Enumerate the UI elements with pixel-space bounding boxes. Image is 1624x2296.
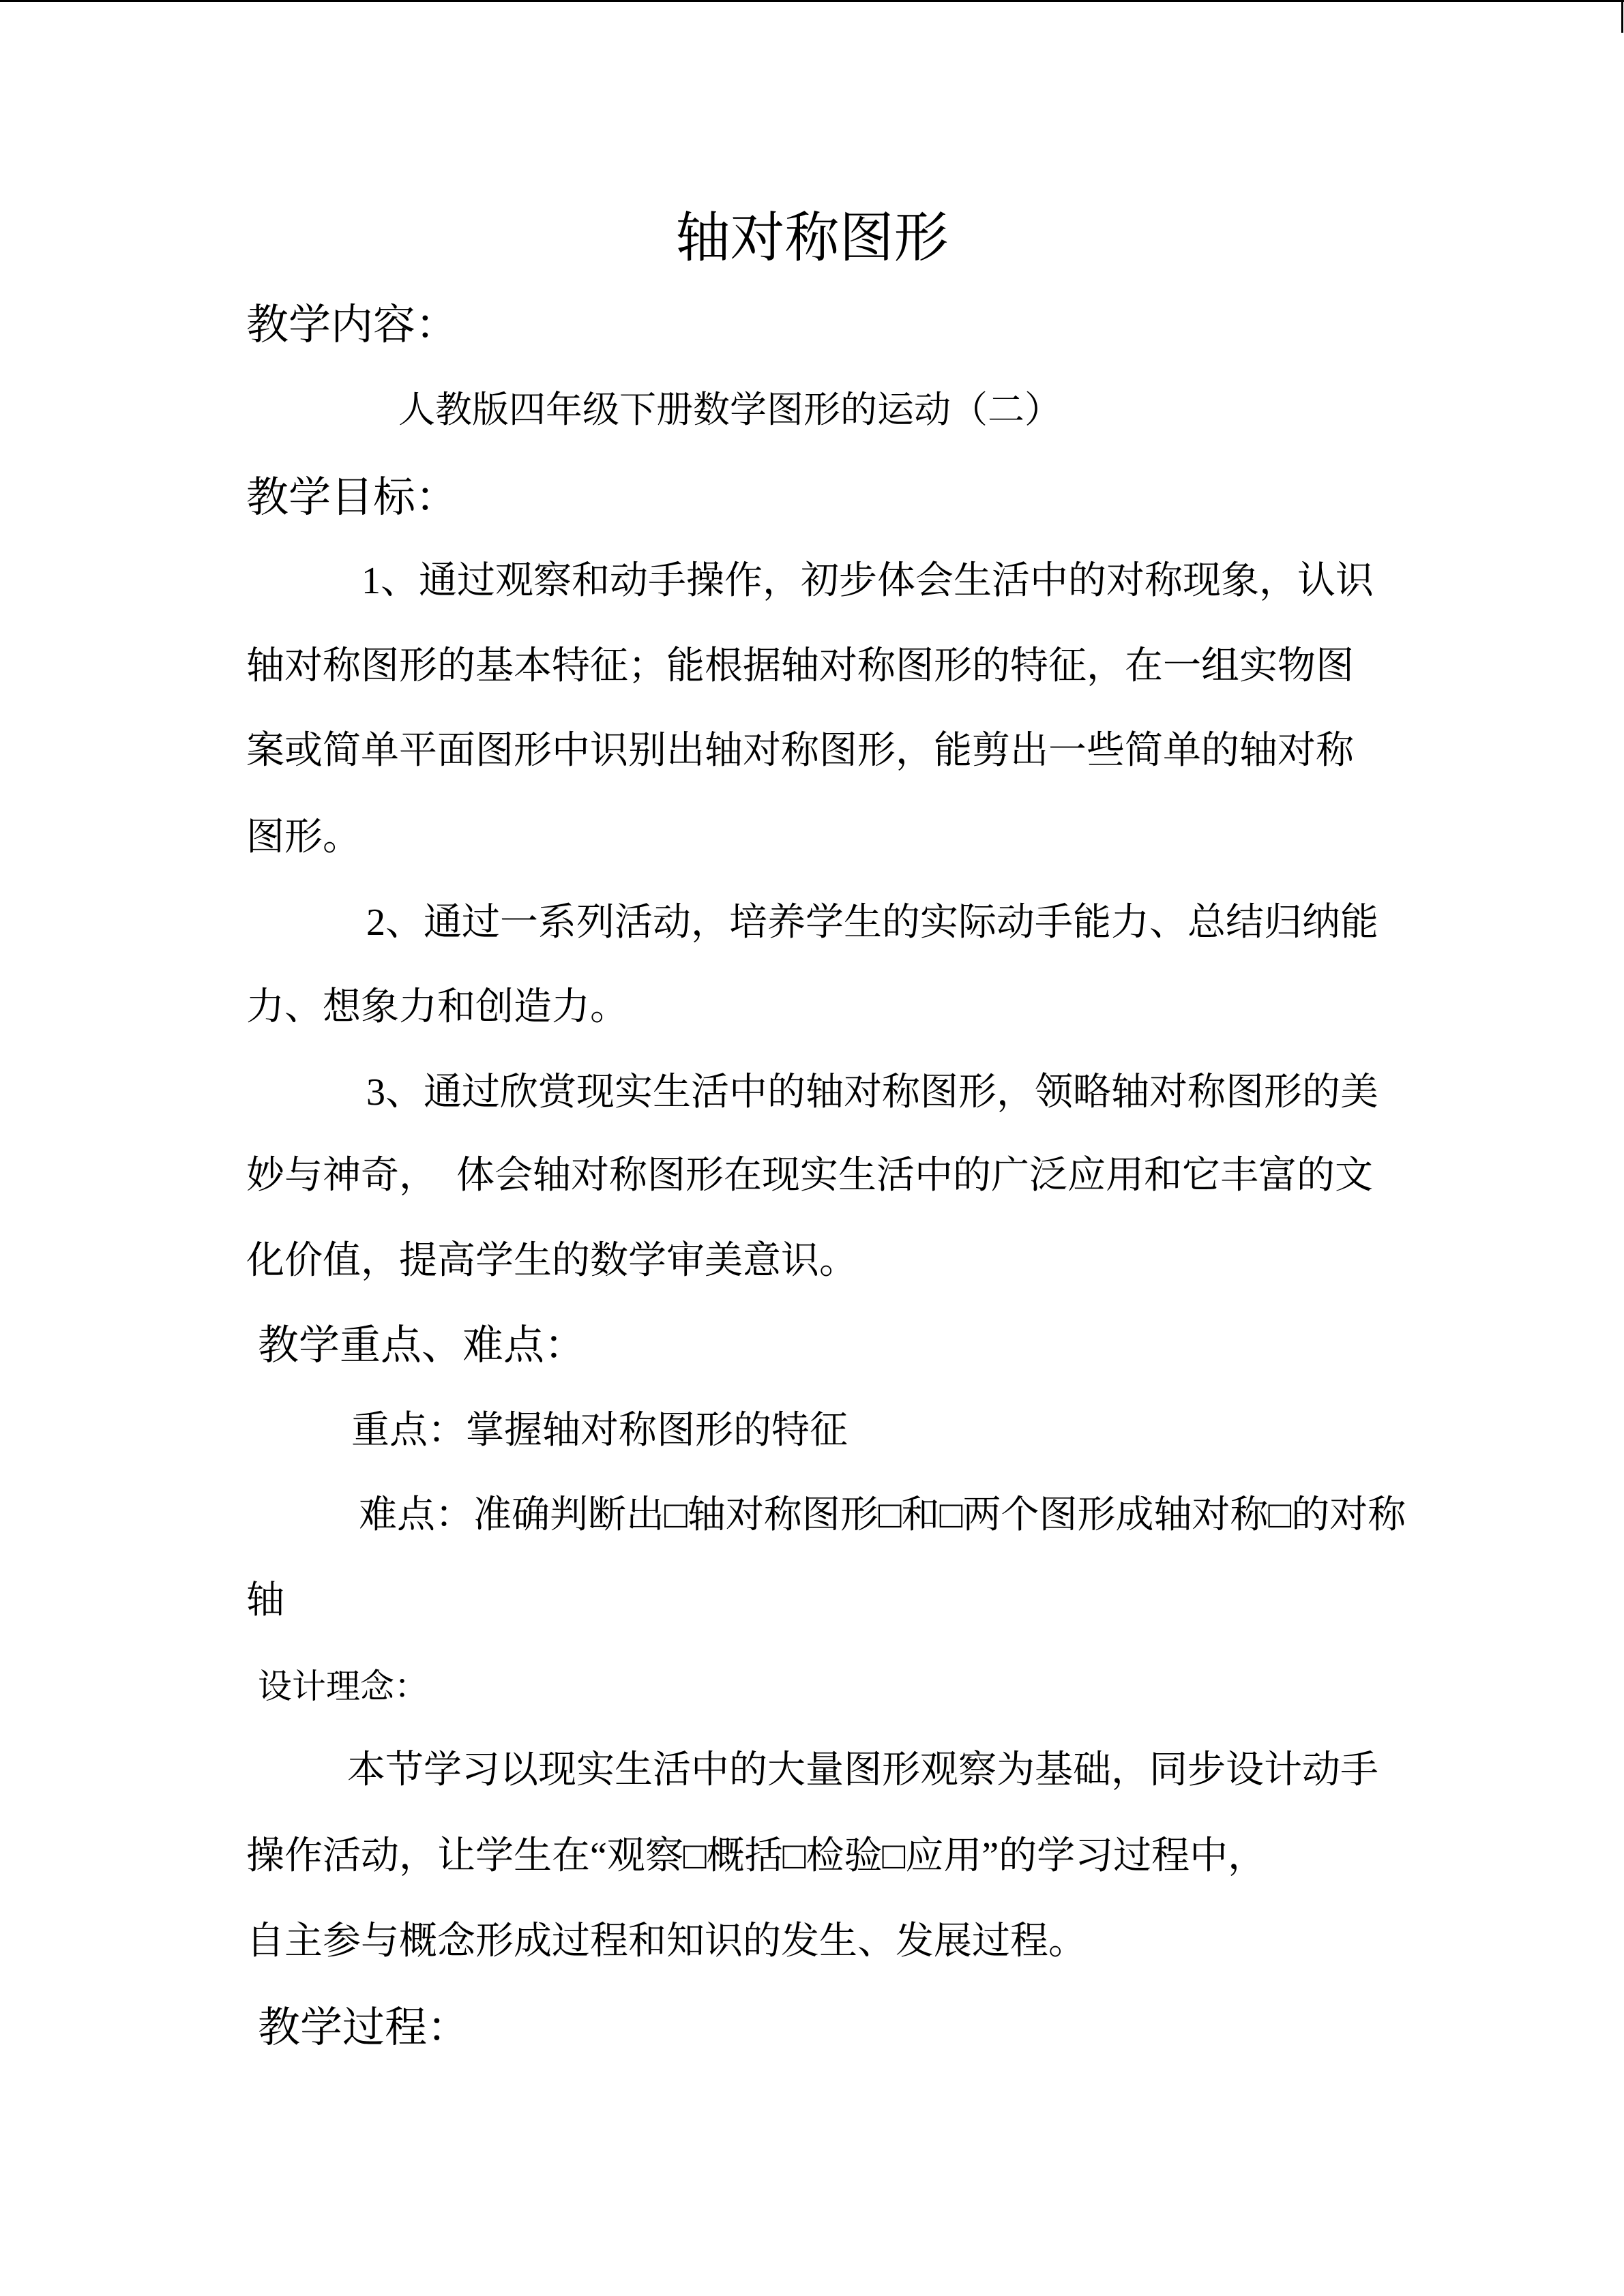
key-points-heading: 教学重点、难点： (258, 1323, 585, 1368)
process-heading: 教学过程： (258, 2005, 470, 2051)
design-line: 自主参与概念形成过程和知识的发生、发展过程。 (246, 1920, 1087, 1963)
design-heading: 设计理念： (258, 1667, 428, 1705)
goal-1-line: 轴对称图形的基本特征；能根据轴对称图形的特征，在一组实物图 (246, 645, 1354, 687)
focus-line: 重点：掌握轴对称图形的特征 (351, 1410, 848, 1452)
goal-3-line: 化价值，提高学生的数学审美意识。 (246, 1240, 857, 1282)
page-top-border (0, 0, 1624, 2)
design-line: 操作活动，让学生在“观察□概括□检验□应用”的学习过程中， (246, 1835, 1267, 1877)
goal-3-line: 3、通过欣赏现实生活中的轴对称图形，领略轴对称图形的美 (366, 1071, 1378, 1114)
content-line: 人教版四年级下册数学图形的运动（二） (398, 389, 1061, 430)
difficulty-line: 难点：准确判断出□轴对称图形□和□两个图形成轴对称□的对称 (359, 1494, 1406, 1536)
goal-2-line: 2、通过一系列活动，培养学生的实际动手能力、总结归纳能 (366, 901, 1378, 944)
page-right-border (1621, 0, 1623, 33)
design-line: 本节学习以现实生活中的大量图形观察为基础，同步设计动手 (347, 1749, 1378, 1791)
goal-3-line: 妙与神奇， 体会轴对称图形在现实生活中的广泛应用和它丰富的文 (246, 1154, 1373, 1197)
goal-1-line: 案或简单平面图形中识别出轴对称图形，能剪出一些简单的轴对称 (246, 730, 1354, 772)
document-title: 轴对称图形 (675, 209, 949, 269)
goal-1-line: 图形。 (246, 816, 361, 859)
goals-heading: 教学目标： (246, 475, 458, 521)
goal-2-line: 力、想象力和创造力。 (246, 986, 628, 1028)
difficulty-line: 轴 (246, 1579, 284, 1622)
content-heading: 教学内容： (246, 302, 458, 348)
goal-1-line: 1、通过观察和动手操作，初步体会生活中的对称现象，认识 (361, 560, 1374, 602)
